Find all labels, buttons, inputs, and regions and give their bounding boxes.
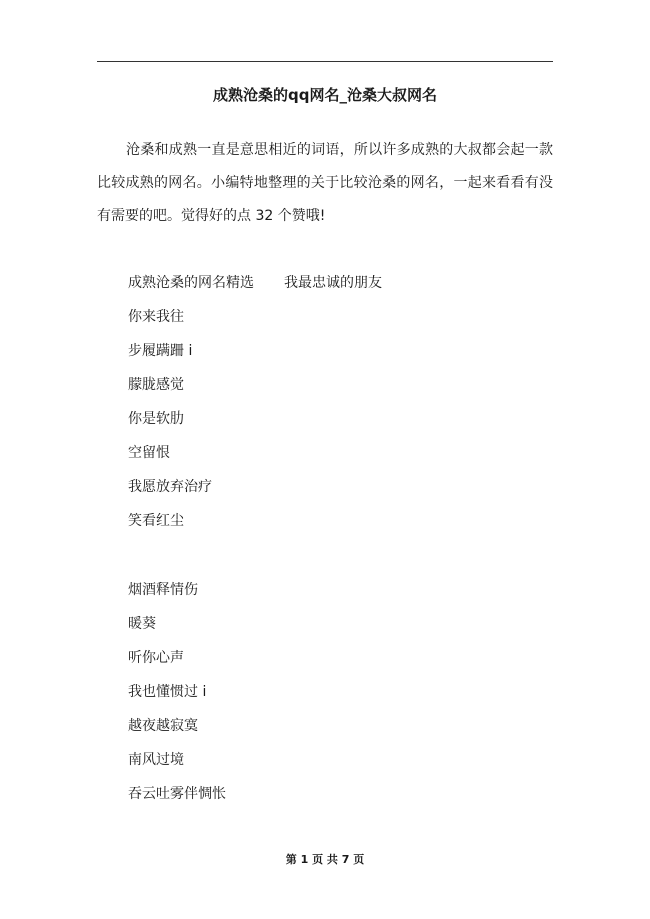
name-list-group-1 — [128, 266, 382, 538]
header-rule — [97, 61, 553, 62]
name-list-group-2 — [128, 573, 226, 811]
document-title: 成熟沧桑的qq网名_沧桑大叔网名 — [213, 86, 437, 104]
list-item — [128, 266, 382, 300]
intro-paragraph: 沧桑和成熟一直是意思相近的词语，所以许多成熟的大叔都会起一款比较成熟的网名。小编特地整理的关于比较沧桑的网名，一起来看看有没有需要的吧。觉得好的点 32 个赞哦! — [97, 142, 553, 224]
list-item: 空留恨 — [128, 445, 170, 461]
list-item: 烟酒释情伤 — [128, 582, 198, 598]
list-item: 步履蹒跚 i — [128, 343, 193, 359]
list-item: 我也懂惯过 i — [128, 684, 207, 700]
list-heading: 成熟沧桑的网名精选 — [128, 275, 254, 291]
page-footer: 第 1 页 共 7 页 — [285, 853, 365, 866]
list-item: 南风过境 — [128, 752, 184, 768]
list-item: 你来我往 — [128, 309, 184, 325]
list-item: 听你心声 — [128, 650, 184, 666]
list-item: 暖葵 — [128, 616, 156, 632]
list-item: 笑看红尘 — [128, 513, 184, 529]
list-item: 朦胧感觉 — [128, 377, 184, 393]
list-item: 我愿放弃治疗 — [128, 479, 212, 495]
list-item: 吞云吐雾伴惆怅 — [128, 786, 226, 802]
list-item-text: 我最忠诚的朋友 — [284, 275, 382, 291]
list-item: 你是软肋 — [128, 411, 184, 427]
list-item: 越夜越寂寞 — [128, 718, 198, 734]
